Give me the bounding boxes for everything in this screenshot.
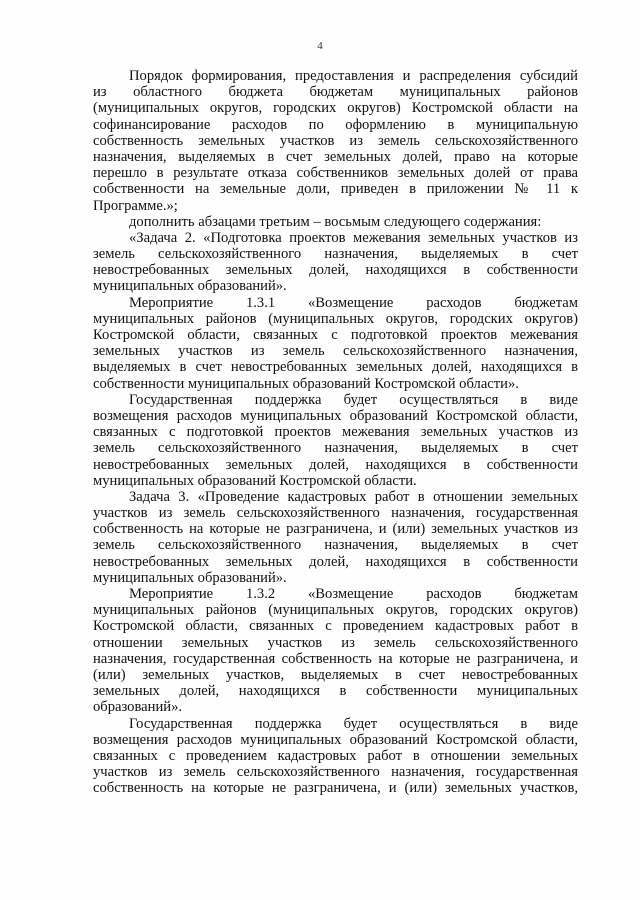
paragraph [93, 295, 578, 392]
text-line: участков из земель сельскохозяйственного назначения, государственная [93, 764, 578, 781]
text-line: назначения, государственная собственность на которые не разграничена, и [93, 650, 578, 667]
text-line: земельных долей, находящихся в собственности муниципальных [93, 683, 578, 700]
text-line: земель сельскохозяйственного назначения, выделяемых в счет [93, 246, 578, 263]
text-line: участков из земель сельскохозяйственного назначения, государственная [93, 505, 578, 522]
text-line: (или) земельных участков, выделяемых в счет невостребованных [93, 666, 578, 683]
text-line: софинансирование расходов по оформлению в муниципальную [93, 116, 578, 133]
page-number: 4 [317, 40, 323, 52]
text-line: связанных с проведением кадастровых работ в отношении земельных [93, 747, 578, 764]
paragraph [93, 214, 578, 230]
text-line: выделяемых в счет невостребованных земельных долей, находящихся в [93, 359, 578, 376]
text-line: возмещения расходов муниципальных образований Костромской области, [93, 731, 578, 748]
text-line: возмещения расходов муниципальных образований Костромской области, [93, 407, 578, 424]
text-line: Мероприятие 1.3.1 «Возмещение расходов бюджетам [129, 294, 578, 311]
text-line: муниципальных образований Костромской области. [93, 472, 417, 489]
text-line: назначения, выделяемых в счет земельных долей, право на которые [93, 148, 578, 165]
text-line: земель сельскохозяйственного назначения, выделяемых в счет [93, 440, 578, 457]
text-line: Государственная поддержка будет осуществляться в виде [129, 391, 578, 408]
text-line: Костромской области, связанных с подготовкой проектов межевания [93, 327, 578, 343]
text-line: Задача 3. «Проведение кадастровых работ в отношении земельных [129, 488, 578, 505]
paragraph [93, 716, 578, 797]
text-line: собственности на земельные доли, приведен в приложении № 11 к [93, 181, 578, 198]
text-line: невостребованных земельных долей, находящихся в собственности [93, 262, 578, 279]
paragraph [93, 230, 578, 295]
text-line: Порядок формирования, предоставления и распределения субсидий [129, 68, 578, 84]
paragraph [93, 68, 578, 214]
document-body [93, 68, 578, 796]
text-line: дополнить абзацами третьим – восьмым следующего содержания: [129, 213, 542, 230]
text-line: перешло в результате отказа собственников земельных долей от права [93, 165, 578, 182]
text-line: из областного бюджета бюджетам муниципальных районов [93, 84, 578, 101]
paragraph [93, 392, 578, 489]
text-line: (муниципальных округов, городских округов) Костромской области на [93, 100, 578, 117]
text-line: собственность земельных участков из земель сельскохозяйственного [93, 132, 578, 149]
text-line: образований». [93, 699, 183, 716]
text-line: собственности муниципальных образований Костромской области». [93, 375, 519, 392]
text-line: собственность на которые не разграничена, и (или) земельных участков из [93, 521, 578, 538]
text-line: муниципальных образований». [93, 278, 287, 295]
text-line: собственность на которые не разграничена, и (или) земельных участков, [93, 780, 578, 797]
text-line: невостребованных земельных долей, находящихся в собственности [93, 456, 578, 473]
text-line: Программе.»; [93, 197, 178, 214]
text-line: «Задача 2. «Подготовка проектов межевания земельных участков из [129, 229, 578, 246]
text-line: связанных с подготовкой проектов межевания земельных участков из [93, 424, 578, 441]
text-line: земельных участков из земель сельскохозяйственного назначения, [93, 343, 578, 360]
text-line: муниципальных районов (муниципальных округов, городских округов) [93, 310, 578, 327]
text-line: земель сельскохозяйственного назначения, выделяемых в счет [93, 537, 578, 554]
text-line: Костромской области, связанных с проведением кадастровых работ в [93, 618, 578, 635]
paragraph [93, 586, 578, 716]
paragraph [93, 489, 578, 586]
text-line: отношении земельных участков из земель сельскохозяйственного [93, 634, 578, 651]
text-line: муниципальных образований». [93, 569, 287, 586]
text-line: Государственная поддержка будет осуществляться в виде [129, 715, 578, 732]
text-line: Мероприятие 1.3.2 «Возмещение расходов бюджетам [129, 586, 578, 602]
text-line: невостребованных земельных долей, находящихся в собственности [93, 553, 578, 570]
text-line: муниципальных районов (муниципальных округов, городских округов) [93, 602, 578, 619]
